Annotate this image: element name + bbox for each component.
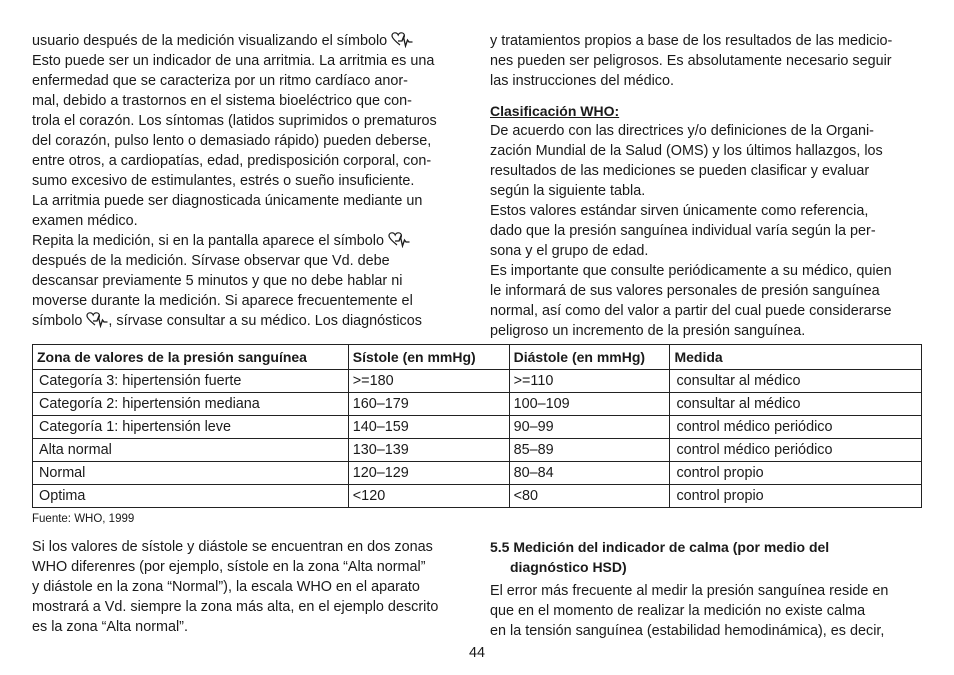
- text-line: usuario después de la medición visualizando el símbolo: [32, 31, 472, 51]
- right-column: [490, 31, 930, 341]
- cell-measure: control médico periódico: [670, 416, 922, 439]
- header-diastole: Diástole (en mmHg): [509, 345, 670, 370]
- text-line: que en el momento de realizar la medición no existe calma: [490, 603, 866, 619]
- section-heading: 5.5 Medición del indicador de calma (por medio del diagnóstico HSD): [490, 539, 830, 575]
- text-line: Es importante que consulte periódicamente a su médico, quien: [490, 263, 892, 279]
- text-line: De acuerdo con las directrices y/o definiciones de la Organi-: [490, 123, 874, 139]
- text-line: Repita la medición, si en la pantalla aparece el símbolo: [32, 231, 472, 251]
- text-line: después de la medición. Sírvase observar que Vd. debe: [32, 253, 390, 269]
- text-line: El error más frecuente al medir la presión sanguínea reside en: [490, 583, 889, 599]
- table-source: Fuente: WHO, 1999: [32, 513, 135, 525]
- text-line: examen médico.: [32, 213, 138, 229]
- cell-diastole: 90–99: [509, 416, 670, 439]
- text-line: dado que la presión sanguínea individual varía según la per-: [490, 223, 876, 239]
- cell-zone: Categoría 3: hipertensión fuerte: [33, 370, 349, 393]
- bottom-left-text: [32, 537, 472, 637]
- text-line: sona y el grupo de edad.: [490, 243, 649, 259]
- table-row: [33, 416, 922, 439]
- cell-diastole: 80–84: [509, 462, 670, 485]
- cell-diastole: 100–109: [509, 393, 670, 416]
- text-line: las instrucciones del médico.: [490, 73, 674, 89]
- text-line: descansar previamente 5 minutos y que no debe hablar ni: [32, 273, 403, 289]
- cell-systole: 120–129: [348, 462, 509, 485]
- header-zone: Zona de valores de la presión sanguínea: [33, 345, 349, 370]
- section-body: [490, 581, 930, 641]
- table-row: [33, 485, 922, 508]
- cell-zone: Alta normal: [33, 439, 349, 462]
- cell-diastole: <80: [509, 485, 670, 508]
- text-line: y diástole en la zona “Normal”), la escala WHO en el aparato: [32, 579, 420, 595]
- header-systole: Sístole (en mmHg): [348, 345, 509, 370]
- cell-diastole: >=110: [509, 370, 670, 393]
- text-line: le informará de sus valores personales de presión sanguínea: [490, 283, 880, 299]
- table-row: [33, 393, 922, 416]
- text-line: peligroso un incremento de la presión sanguínea.: [490, 323, 806, 339]
- text-line: mostrará a Vd. siempre la zona más alta, en el ejemplo descrito: [32, 599, 439, 615]
- text-line: del corazón, pulso lento o demasiado rápido) pueden deberse,: [32, 133, 432, 149]
- text-line: es la zona “Alta normal”.: [32, 619, 188, 635]
- table-header-row: [33, 345, 922, 370]
- heart-arrhythmia-icon: [391, 32, 413, 48]
- text-line: sumo excesivo de estimulantes, estrés o sueño insuficiente.: [32, 173, 415, 189]
- cell-measure: consultar al médico: [670, 393, 922, 416]
- cell-systole: <120: [348, 485, 509, 508]
- cell-measure: control médico periódico: [670, 439, 922, 462]
- right-lines-b: [490, 121, 930, 341]
- text-line: resultados de las mediciones se pueden clasificar y evaluar: [490, 163, 870, 179]
- page-number: 44: [468, 645, 485, 661]
- left-lines-a: [32, 51, 472, 231]
- cell-zone: Normal: [33, 462, 349, 485]
- who-heading: Clasificación WHO:: [490, 103, 620, 119]
- left-column: [32, 31, 472, 331]
- text-line: trola el corazón. Los síntomas (latidos suprimidos o prematuros: [32, 113, 437, 129]
- heart-arrhythmia-icon: [388, 232, 410, 248]
- cell-systole: 160–179: [348, 393, 509, 416]
- header-measure: Medida: [670, 345, 922, 370]
- text-line: WHO diferenres (por ejemplo, sístole en la zona “Alta normal”: [32, 559, 426, 575]
- cell-zone: Optima: [33, 485, 349, 508]
- who-classification-table: [32, 344, 922, 508]
- heart-arrhythmia-icon: [86, 312, 108, 328]
- cell-systole: 140–159: [348, 416, 509, 439]
- cell-zone: Categoría 2: hipertensión mediana: [33, 393, 349, 416]
- text-line: normal, así como del valor a partir del cual puede considerarse: [490, 303, 892, 319]
- cell-measure: control propio: [670, 462, 922, 485]
- right-lines-a: [490, 31, 930, 91]
- left-lines-b: [32, 251, 472, 311]
- cell-systole: >=180: [348, 370, 509, 393]
- cell-measure: consultar al médico: [670, 370, 922, 393]
- text-line: enfermedad que se caracteriza por un ritmo cardíaco anor-: [32, 73, 408, 89]
- table-row: [33, 370, 922, 393]
- text-line: nes pueden ser peligrosos. Es absolutamente necesario seguir: [490, 53, 892, 69]
- cell-measure: control propio: [670, 485, 922, 508]
- text-line: Estos valores estándar sirven únicamente como referencia,: [490, 203, 869, 219]
- text-line: moverse durante la medición. Si aparece frecuentemente el: [32, 293, 413, 309]
- text-line: según la siguiente tabla.: [490, 183, 646, 199]
- bottom-right-text: [490, 537, 930, 641]
- text-line: entre otros, a cardiopatías, edad, predisposición corporal, con-: [32, 153, 432, 169]
- cell-zone: Categoría 1: hipertensión leve: [33, 416, 349, 439]
- text-line: zación Mundial de la Salud (OMS) y los últimos hallazgos, los: [490, 143, 883, 159]
- text-line: Si los valores de sístole y diástole se encuentran en dos zonas: [32, 539, 433, 555]
- table-row: [33, 462, 922, 485]
- table-row: [33, 439, 922, 462]
- text-line: en la tensión sanguínea (estabilidad hemodinámica), es decir,: [490, 623, 885, 639]
- text-line: Esto puede ser un indicador de una arritmia. La arritmia es una: [32, 53, 435, 69]
- text-line: símbolo , sírvase consultar a su médico. Los diagnósticos: [32, 313, 422, 329]
- text-line: y tratamientos propios a base de los resultados de las medicio-: [490, 33, 893, 49]
- text-line: mal, debido a trastornos en el sistema bioeléctrico que con-: [32, 93, 412, 109]
- cell-diastole: 85–89: [509, 439, 670, 462]
- cell-systole: 130–139: [348, 439, 509, 462]
- text-line: La arritmia puede ser diagnosticada únicamente mediante un: [32, 193, 423, 209]
